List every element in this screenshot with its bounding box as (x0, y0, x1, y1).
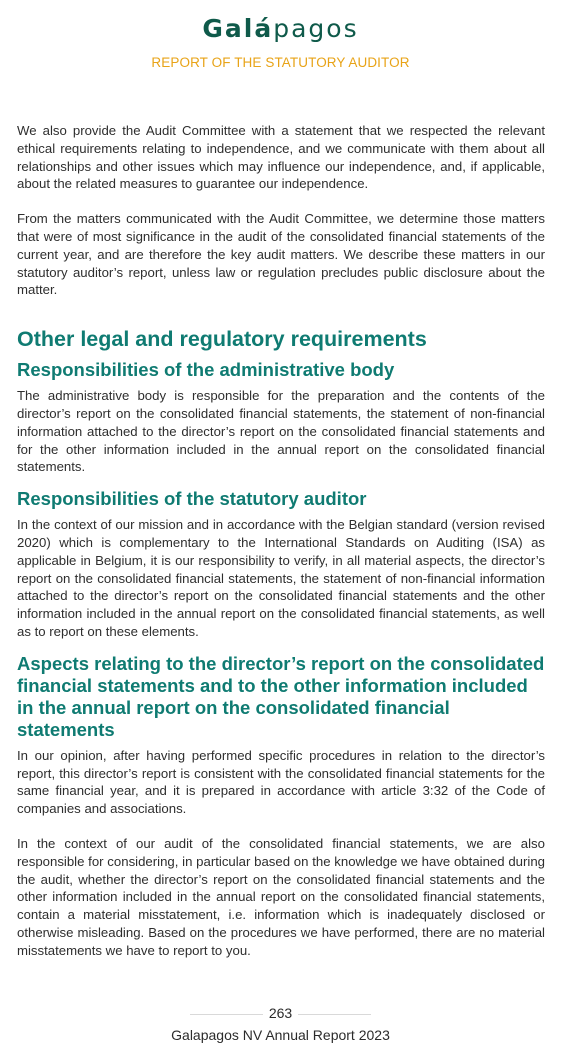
report-name: Galapagos NV Annual Report 2023 (171, 1027, 390, 1043)
paragraph-statutory-auditor: In the context of our mission and in accordance with the Belgian standard (version revised 2020) which is complementary to the International Standards on Auditing (ISA) as applicable in Belgium, it is our responsibility to verify, in all material aspects, the director’s report on the consolidated financial statements, the statement of non-financial information attached to the director’s report on the consolidated financial statements and the other information included in the annual report on the consolidated financial statements, as well as to report on these elements. (17, 517, 545, 639)
subsection-title-statutory-auditor: Responsibilities of the statutory auditor (17, 488, 367, 510)
company-logo (0, 12, 561, 46)
paragraph-administrative-body: The administrative body is responsible for the preparation and the contents of the director’s report on the consolidated financial statements, the statement of non-financial information attached to the director’s report on the consolidated financial statements and for the other information included in the annual report on the consolidated financial statements. (17, 388, 545, 475)
section-label: REPORT OF THE STATUTORY AUDITOR (151, 55, 410, 70)
page-number-text: 263 (263, 1005, 298, 1021)
paragraph-misstatement: In the context of our audit of the consolidated financial statements, we are also responsible for considering, in particular based on the knowledge we have obtained during the audit, whether the director’s report on the consolidated financial statements and the other information included in the annual report on the consolidated financial statements, contain a material misstatement, i.e. information which is inadequately disclosed or otherwise misleading. Based on the procedures we have performed, there are no material misstatements we have to report to you. (17, 835, 545, 958)
subsection-title-administrative-body: Responsibilities of the administrative body (17, 359, 395, 381)
paragraph-opinion: In our opinion, after having performed specific procedures in relation to the director’s report, this director’s report is consistent with the consolidated financial statements for the same financial year, and it is prepared in accordance with article 3:32 of the Code of companies and associations. (17, 747, 545, 817)
page-content (17, 122, 545, 960)
section-title: Other legal and regulatory requirements (17, 327, 427, 352)
logo-text-light: pagos (273, 14, 359, 43)
intro-paragraph-key-audit-matters: From the matters communicated with the Audit Committee, we determine those matters that were of most significance in the audit of the consolidated financial statements of the current year, and are therefore the key audit matters. We describe these matters in our statutory auditor’s report, unless law or regulation precludes public disclosure about the matter. (17, 211, 545, 298)
page-number (0, 1005, 561, 1021)
intro-paragraph-independence: We also provide the Audit Committee with a statement that we respected the relevant ethical requirements relating to independence, and we communicate with them about all relationships and other issues which may influence our independence, and, if applicable, about the related measures to guarantee our independence. (17, 123, 545, 192)
logo-text-bold: Galá (202, 14, 274, 43)
subsection-title-directors-report: Aspects relating to the director’s report on the consolidated financial statements and to the other information included in the annual report on the consolidated financial statements (17, 652, 545, 740)
